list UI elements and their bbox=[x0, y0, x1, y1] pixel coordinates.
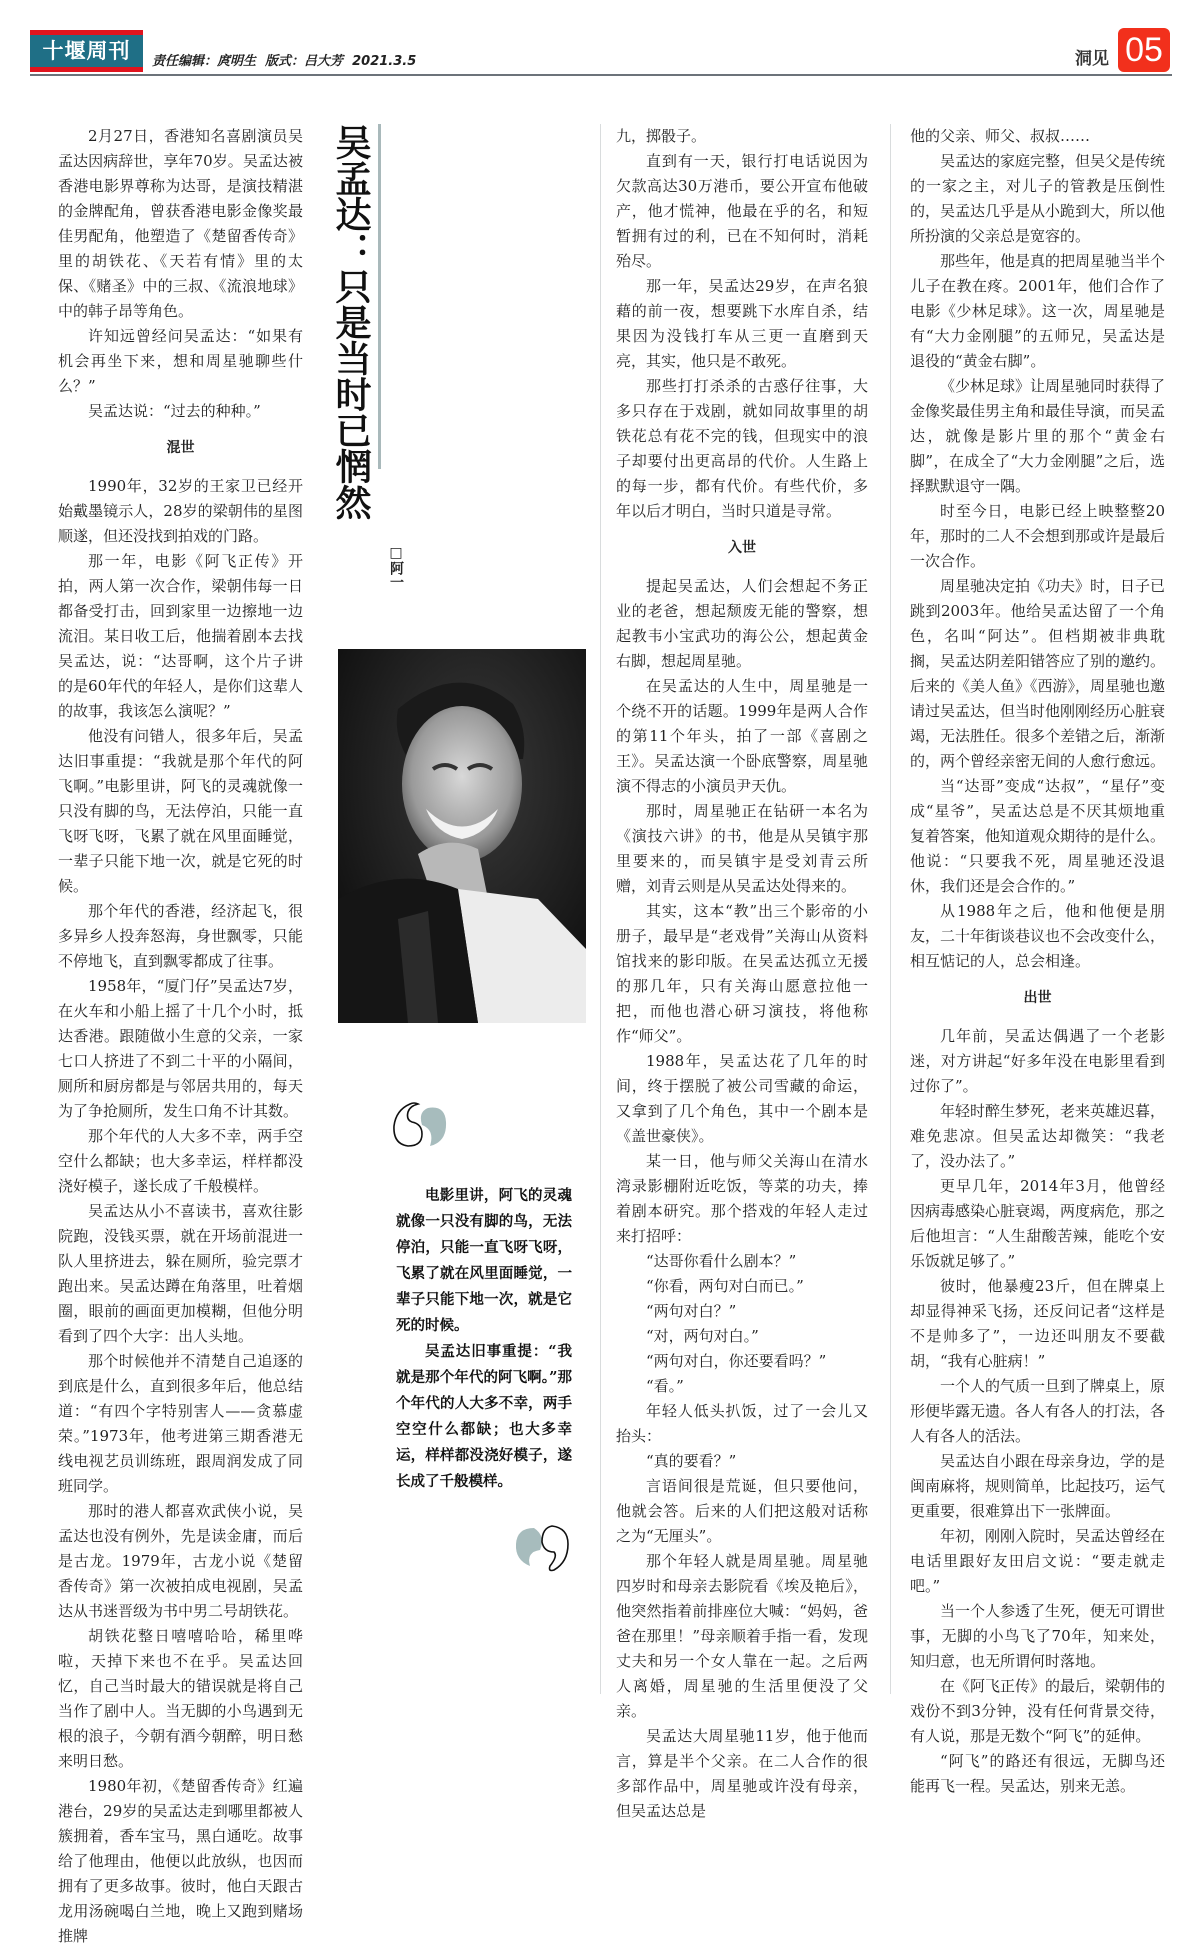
pull-quote-paragraph: 电影里讲，阿飞的灵魂就像一只没有脚的鸟，无法停泊，只能一直飞呀飞呀，飞累了就在风里面睡觉，一辈子只能下地一次，就是它死的时候。 bbox=[396, 1187, 572, 1334]
article-paragraph: 年轻人低头扒饭，过了一会儿又抬头： bbox=[616, 1402, 868, 1445]
article-paragraph: 那时，周星驰正在钻研一本名为《演技六讲》的书，他是从吴镇宇那里要来的，而吴镇宇是受刘青云所赠，刘青云则是从吴孟达处得来的。 bbox=[616, 802, 868, 895]
title-divider bbox=[378, 124, 381, 469]
article-paragraph: 那一年，吴孟达29岁，在声名狼藉的前一夜，想要跳下水库自杀，结果因为没钱打车从三更一直磨到天亮，其实，他只是不敢死。 bbox=[616, 277, 868, 370]
article-paragraph: 年初，刚刚入院时，吴孟达曾经在电话里跟好友田启文说：“要走就走吧。” bbox=[910, 1527, 1166, 1595]
section-heading: 混世 bbox=[166, 440, 195, 456]
section-heading: 入世 bbox=[728, 540, 756, 556]
article-paragraph: 吴孟达从小不喜读书，喜欢往影院跑，没钱买票，就在开场前混进一队人里挤进去，躲在厕所，验完票才跑出来。吴孟达蹲在角落里，吐着烟圈，眼前的画面更加模糊，但他分明看到了四个大字：出人头地。 bbox=[58, 1202, 303, 1345]
close-quote-icon bbox=[510, 1522, 572, 1574]
article-paragraph: 其实，这本“教”出三个影帝的小册子，最早是“老戏骨”关海山从资料馆找来的影印版。在吴孟达孤立无援的那几年，只有关海山愿意拉他一把，而他也潜心研习演技，将他称作“师父”。 bbox=[616, 902, 868, 1045]
pull-quote bbox=[396, 1183, 572, 1495]
article-column-1 bbox=[58, 124, 303, 1949]
article-paragraph: 《少林足球》让周星驰同时获得了金像奖最佳男主角和最佳导演，而吴孟达，就像是影片里的那个“黄金右脚”，在成全了“大力金刚腿”之后，选择默默退守一隅。 bbox=[910, 377, 1166, 495]
article-paragraph: 那个年轻人就是周星驰。周星驰四岁时和母亲去影院看《埃及艳后》，他突然指着前排座位大喊：“妈妈，爸爸在那里！”母亲顺着手指一看，发现丈夫和另一个女人靠在一起。之后两人离婚，周星驰的生活里便没了父亲。 bbox=[616, 1552, 868, 1720]
article-paragraph: 他没有问错人，很多年后，吴孟达旧事重提：“我就是那个年代的阿飞啊。”电影里讲，阿飞的灵魂就像一只没有脚的鸟，无法停泊，只能一直飞呀飞呀，飞累了就在风里面睡觉，一辈子只能下地一次，就是它死的时候。 bbox=[58, 727, 303, 895]
article-paragraph: 那个年代的人大多不幸，两手空空什么都缺；也大多幸运，样样都没浇好模子，遂长成了千般模样。 bbox=[58, 1127, 303, 1195]
article-paragraph: “两句对白，你还要看吗？” bbox=[646, 1352, 827, 1370]
article-paragraph: 从1988年之后，他和他便是朋友，二十年街谈巷议也不会改变什么，相互惦记的人，总会相逢。 bbox=[910, 902, 1166, 970]
article-column-3 bbox=[616, 124, 868, 1824]
masthead-logo: 十堰周刊 bbox=[30, 30, 143, 72]
page-number-badge: 05 bbox=[1118, 28, 1170, 72]
byline: □阿一 bbox=[388, 545, 404, 589]
article-paragraph: 当一个人参透了生死，便无可谓世事，无脚的小鸟飞了70年，知来处，知归意，也无所谓何时落地。 bbox=[910, 1602, 1166, 1670]
article-paragraph: 提起吴孟达，人们会想起不务正业的老爸，想起颓废无能的警察，想起教韦小宝武功的海公公，想起黄金右脚，想起周星驰。 bbox=[616, 577, 868, 670]
article-paragraph: 许知远曾经问吴孟达：“如果有机会再坐下来，想和周星驰聊些什么？” bbox=[58, 327, 303, 395]
article-paragraph: 他的父亲、师父、叔叔…… bbox=[910, 127, 1091, 145]
article-paragraph: 周星驰决定拍《功夫》时，日子已跳到2003年。他给吴孟达留了一个角色，名叫“阿达”。但档期被非典耽搁，吴孟达阴差阳错答应了别的邀约。后来的《美人鱼》《西游》，周星驰也邀请过吴孟达，但当时他刚刚经历心脏衰竭，无法胜任。很多个差错之后，渐渐的，两个曾经亲密无间的人愈行愈远。 bbox=[910, 577, 1166, 770]
article-paragraph: 那时的港人都喜欢武侠小说，吴孟达也没有例外，先是读金庸，而后是古龙。1979年，古龙小说《楚留香传奇》第一次被拍成电视剧，吴孟达从书迷晋级为书中男二号胡铁花。 bbox=[58, 1502, 303, 1620]
article-paragraph: 1988年，吴孟达花了几年的时间，终于摆脱了被公司雪藏的命运，又拿到了几个角色，其中一个剧本是《盖世豪侠》。 bbox=[616, 1052, 868, 1145]
article-paragraph: 吴孟达说：“过去的种种。” bbox=[88, 402, 261, 420]
article-paragraph: 彼时，他暴瘦23斤，但在牌桌上却显得神采飞扬，还反问记者“这样是不是帅多了”，一边还叫朋友不要截胡，“我有心脏病！” bbox=[910, 1277, 1165, 1370]
article-paragraph: 胡铁花整日嘻嘻哈哈，稀里哗啦，天掉下来也不在乎。吴孟达回忆，自己当时最大的错误就是将自己当作了剧中人。当无脚的小鸟遇到无根的浪子，今朝有酒今朝醉，明日愁来明日愁。 bbox=[58, 1627, 303, 1770]
article-paragraph: 九，掷骰子。 bbox=[616, 127, 707, 145]
article-paragraph: 2月27日，香港知名喜剧演员吴孟达因病辞世，享年70岁。吴孟达被香港电影界尊称为达哥，是演技精湛的金牌配角，曾获香港电影金像奖最佳男配角，他塑造了《楚留香传奇》里的胡铁花、《天若有情》里的太保、《赌圣》中的三叔、《流浪地球》中的韩子昂等角色。 bbox=[58, 127, 303, 320]
pull-quote-paragraph: 吴孟达旧事重提：“我就是那个年代的阿飞啊。”那个年代的人大多不幸，两手空空什么都缺；也大多幸运，样样都没浇好模子，遂长成了千般模样。 bbox=[396, 1343, 572, 1490]
article-paragraph: 那个年代的香港，经济起飞，很多异乡人投奔怒海，身世飘零，只能不停地飞，直到飘零都成了往事。 bbox=[58, 902, 303, 970]
column-divider bbox=[600, 124, 601, 1694]
article-paragraph: “你看，两句对白而已。” bbox=[646, 1277, 804, 1295]
article-paragraph: 在《阿飞正传》的最后，梁朝伟的戏份不到3分钟，没有任何背景交待，有人说，那是无数个“阿飞”的延伸。 bbox=[910, 1677, 1166, 1745]
article-paragraph: 吴孟达自小跟在母亲身边，学的是闽南麻将，规则简单，比起技巧，运气更重要，很难算出下一张牌面。 bbox=[910, 1452, 1166, 1520]
section-name: 洞见 bbox=[1075, 49, 1109, 69]
header-rule bbox=[30, 74, 1172, 76]
editor-credits: 责任编辑：庹明生 版式：吕大芳 2021.3.5 bbox=[152, 54, 417, 69]
article-paragraph: “看。” bbox=[646, 1377, 684, 1395]
article-title: 吴孟达：只是当时已惘然 bbox=[330, 124, 372, 520]
article-column-4 bbox=[910, 124, 1165, 1799]
article-paragraph: 在吴孟达的人生中，周星驰是一个绕不开的话题。1999年是两人合作的第11个年头，拍了一部《喜剧之王》。吴孟达演一个卧底警察，周星驰演不得志的小演员尹天仇。 bbox=[616, 677, 868, 795]
portrait-photo bbox=[338, 649, 586, 1023]
open-quote-icon bbox=[390, 1100, 452, 1150]
article-paragraph: 当“达哥”变成“达叔”，“星仔”变成“星爷”，吴孟达总是不厌其烦地重复着答案，他知道观众期待的是什么。他说：“只要我不死，周星驰还没退休，我们还是会合作的。” bbox=[910, 777, 1166, 895]
article-paragraph: 1980年初，《楚留香传奇》红遍港台，29岁的吴孟达走到哪里都被人簇拥着，香车宝马，黑白通吃。故事给了他理由，他便以此放纵，也因而拥有了更多故事。彼时，他白天跟古龙用汤碗喝白兰地，晚上又跑到赌场推牌 bbox=[58, 1777, 303, 1945]
article-paragraph: 1990年，32岁的王家卫已经开始戴墨镜示人，28岁的梁朝伟的星图顺遂，但还没找到拍戏的门路。 bbox=[58, 477, 303, 545]
article-paragraph: “两句对白？” bbox=[646, 1302, 737, 1320]
article-paragraph: 吴孟达的家庭完整，但吴父是传统的一家之主，对儿子的管教是压倒性的，吴孟达几乎是从小跪到大，所以他所扮演的父亲总是宽容的。 bbox=[910, 152, 1166, 245]
article-paragraph: 那些年，他是真的把周星驰当半个儿子在教在疼。2001年，他们合作了电影《少林足球》。这一次，周星驰是有“大力金刚腿”的五师兄，吴孟达是退役的“黄金右脚”。 bbox=[910, 252, 1166, 370]
article-paragraph: 几年前，吴孟达偶遇了一个老影迷，对方讲起“好多年没在电影里看到过你了”。 bbox=[910, 1027, 1165, 1095]
article-paragraph: 时至今日，电影已经上映整整20年，那时的二人不会想到那或许是最后一次合作。 bbox=[910, 502, 1166, 570]
article-paragraph: 吴孟达大周星驰11岁，他于他而言，算是半个父亲。在二人合作的很多部作品中，周星驰或许没有母亲，但吴孟达总是 bbox=[616, 1727, 868, 1820]
article-paragraph: 一个人的气质一旦到了牌桌上，原形便毕露无遗。各人有各人的打法，各人有各人的活法。 bbox=[910, 1377, 1166, 1445]
article-paragraph: 年轻时醉生梦死，老来英雄迟暮，难免悲凉。但吴孟达却微笑：“我老了，没办法了。” bbox=[910, 1102, 1166, 1170]
article-paragraph: 言语间很是荒诞，但只要他问，他就会答。后来的人们把这般对话称之为“无厘头”。 bbox=[616, 1477, 868, 1545]
article-paragraph: 1958年，“厦门仔”吴孟达7岁，在火车和小船上摇了十几个小时，抵达香港。跟随做小生意的父亲，一家七口人挤进了不到二十平的小隔间，厕所和厨房都是与邻居共用的，每天为了争抢厕所，发生口角不计其数。 bbox=[58, 977, 303, 1120]
article-paragraph: 那个时候他并不清楚自己追逐的到底是什么，直到很多年后，他总结道：“有四个字特别害人——贪慕虚荣。”1973年，他考进第三期香港无线电视艺员训练班，跟周润发成了同班同学。 bbox=[58, 1352, 303, 1495]
article-paragraph: 那一年，电影《阿飞正传》开拍，两人第一次合作，梁朝伟每一日都备受打击，回到家里一边擦地一边流泪。某日收工后，他揣着剧本去找吴孟达，说：“达哥啊，这个片子讲的是60年代的年轻人，是你们这辈人的故事，我该怎么演呢？” bbox=[58, 552, 303, 720]
article-paragraph: 直到有一天，银行打电话说因为欠款高达30万港币，要公开宣布他破产，他才慌神，他最在乎的名，和短暂拥有过的利，已在不知何时，消耗殆尽。 bbox=[616, 152, 868, 270]
section-heading: 出世 bbox=[1023, 990, 1052, 1006]
article-paragraph: “对，两句对白。” bbox=[646, 1327, 759, 1345]
article-paragraph: “阿飞”的路还有很远，无脚鸟还能再飞一程。吴孟达，别来无恙。 bbox=[910, 1752, 1165, 1795]
column-divider bbox=[890, 124, 891, 1694]
article-paragraph: 某一日，他与师父关海山在清水湾录影棚附近吃饭，等菜的功夫，捧着剧本研究。那个搭戏的年轻人走过来打招呼： bbox=[616, 1152, 868, 1245]
article-paragraph: 那些打打杀杀的古惑仔往事，大多只存在于戏剧，就如同故事里的胡铁花总有花不完的钱，但现实中的浪子却要付出更高昂的代价。人生路上的每一步，都有代价。有些代价，多年以后才明白，当时只道是寻常。 bbox=[616, 377, 868, 520]
article-paragraph: “达哥你看什么剧本？” bbox=[646, 1252, 797, 1270]
article-paragraph: “真的要看？” bbox=[646, 1452, 737, 1470]
article-paragraph: 更早几年，2014年3月，他曾经因病毒感染心脏衰竭，两度病危，那之后他坦言：“人生甜酸苦辣，能吃个安乐饭就足够了。” bbox=[910, 1177, 1166, 1270]
